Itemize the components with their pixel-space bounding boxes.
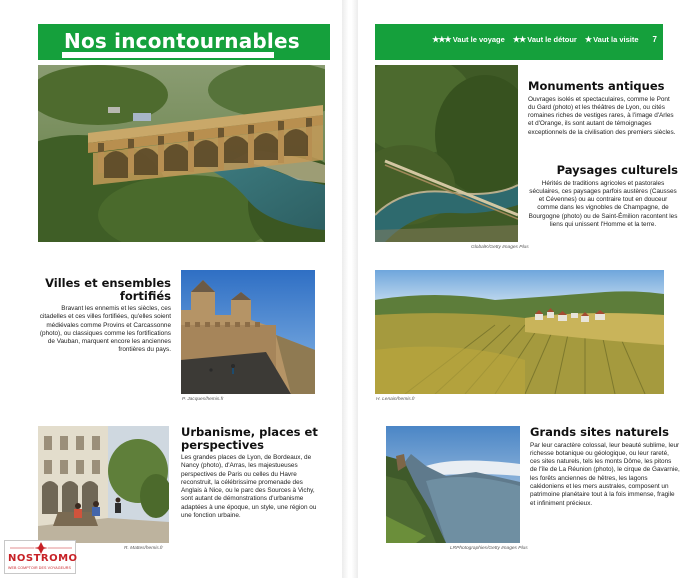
nostromo-logo bbox=[4, 540, 76, 574]
reunion-photo bbox=[386, 426, 520, 543]
legend-banner bbox=[375, 24, 663, 60]
legend-label-1: Vaut la visite bbox=[593, 35, 639, 44]
left-page bbox=[0, 0, 342, 578]
vichy-credit: R. Mattes/hemis.fr bbox=[124, 546, 163, 551]
title-banner bbox=[38, 24, 330, 60]
two-star-icon: ★★ bbox=[512, 35, 526, 44]
carcassonne-photo bbox=[181, 270, 315, 394]
legend-label-2: Vaut le détour bbox=[527, 35, 577, 44]
vichy-photo bbox=[38, 426, 169, 543]
star-legend bbox=[375, 35, 657, 44]
section-paysages bbox=[528, 164, 678, 229]
right-page bbox=[358, 0, 700, 578]
section-sites bbox=[530, 426, 680, 508]
pont-du-gard-credit: GlobalK/Getty Images Plus bbox=[471, 245, 529, 250]
villes-heading: Villes et ensembles fortifiés bbox=[45, 276, 171, 303]
section-monuments bbox=[528, 80, 678, 137]
reunion-credit: LRPhotographies/Getty Images Plus bbox=[450, 546, 528, 551]
legend-label-3: Vaut le voyage bbox=[452, 35, 505, 44]
villes-body: Bravant les ennemis et les siècles, ces citadelles et ces villes fortifiées, qu'elles soient médiévales comme Provins et Carcassonne (photo), ou classiques comme les fortifications de Vauban, marquent encore les anciennes frontières du pays. bbox=[39, 305, 171, 354]
sites-heading: Grands sites naturels bbox=[530, 425, 669, 439]
carcassonne-credit: P. Jacques/hemis.fr bbox=[182, 397, 224, 402]
page-gutter bbox=[342, 0, 358, 578]
section-urbanisme bbox=[181, 426, 321, 520]
logo-name: NOSTROMO bbox=[8, 553, 78, 564]
monuments-body: Ouvrages isolés et spectaculaires, comme le Pont du Gard (photo) et les théâtres de Lyon, ou cités romaines riches de vestiges rares, à l'image d'Arles et d'Orange, ils sont autant de témoignages exceptionnels de la civilisation des premiers siècles. bbox=[528, 95, 676, 136]
logo-tagline: WEB COMPTOIR DES VOYAGEURS bbox=[8, 566, 71, 570]
paysages-heading: Paysages culturels bbox=[556, 163, 678, 177]
urbanisme-heading: Urbanisme, places et perspectives bbox=[181, 425, 318, 452]
section-villes bbox=[38, 277, 171, 355]
monuments-heading: Monuments antiques bbox=[528, 79, 665, 93]
one-star-icon: ★ bbox=[584, 35, 591, 44]
page-number: 7 bbox=[652, 35, 657, 44]
paysages-body: Hérités de traditions agricoles et pastorales séculaires, ces paysages parfois austères (Causses et Cévennes) ou au contraire tout en douceur comme dans les vignobles de Champagne, de Bourgogne (photo) ou de Saint-Émilion racontent les liens qui unissent l'Homme et la terre. bbox=[528, 179, 678, 228]
pont-du-gard-photo bbox=[38, 65, 325, 242]
page-title: Nos incontournables bbox=[64, 29, 300, 53]
sites-body: Par leur caractère colossal, leur beauté sublime, leur richesse botanique ou géologique, ou leur rareté, ces sites naturels, tels les monts Dôme, les pitons de l'île de La Réunion (photo), le cirque de Gavarnie, les forêts anciennes de hêtres, les lagons calédoniens et les mers australes, composent un patrimoine planétaire tout à la fois immense, fragile et infiniment précieux. bbox=[530, 441, 680, 507]
bourgogne-credit: H. Lenain/hemis.fr bbox=[376, 397, 415, 402]
pont-du-gard-aerial-photo bbox=[375, 65, 518, 242]
urbanisme-body: Les grandes places de Lyon, de Bordeaux, de Nancy (photo), d'Arras, les majestueuses perspectives de Paris ou celles du Havre reconstruit, la célébrissime promenade des Anglais à Nice, ou le parc des Sources à Vichy, sont autant de démonstrations d'urbanisme adaptées à une époque, un style, une région ou une fonction urbaine. bbox=[181, 454, 317, 520]
bourgogne-vineyard-photo bbox=[375, 270, 664, 394]
three-star-icon: ★★★ bbox=[432, 35, 451, 44]
